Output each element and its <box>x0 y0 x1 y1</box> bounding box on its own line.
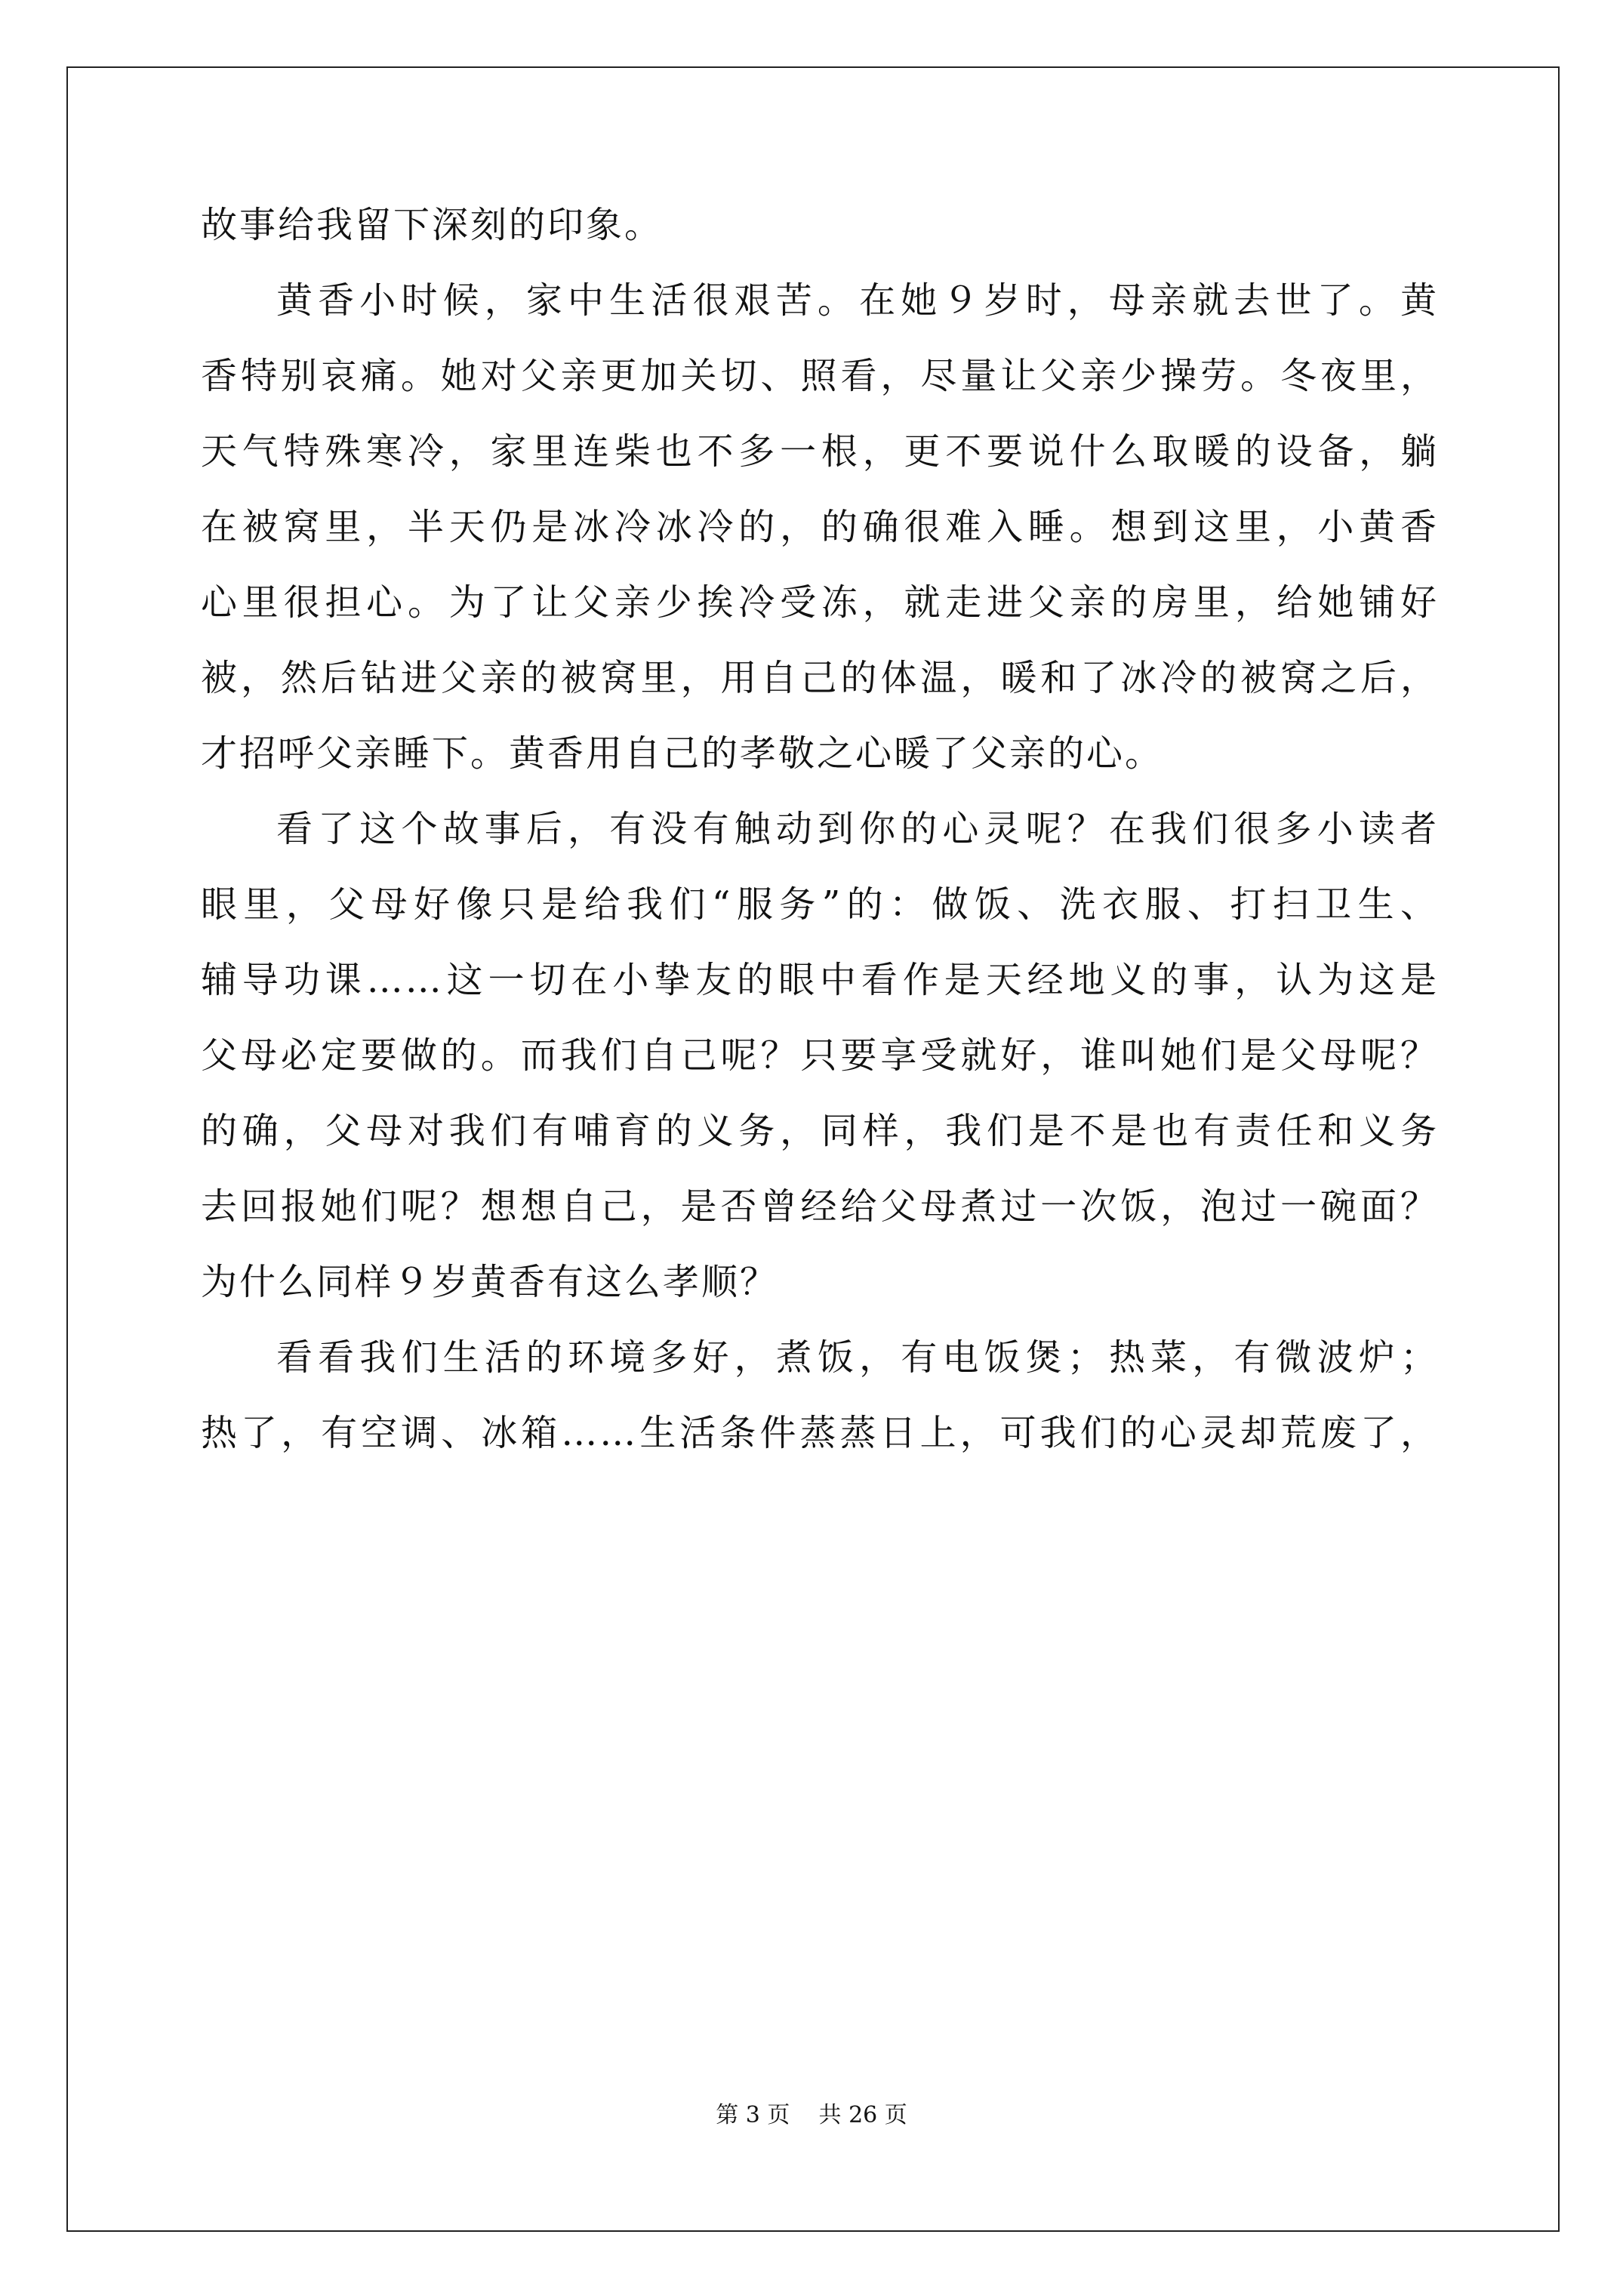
document-body <box>201 187 1439 1471</box>
text-line: 故事给我留下深刻的印象。 <box>201 204 664 246</box>
text-line: 才招呼父亲睡下。黄香用自己的孝敬之心暖了父亲的心。 <box>201 732 1164 775</box>
text-line: 的确，父母对我们有哺育的义务，同样，我们是不是也有责任和义务 <box>201 1110 1439 1152</box>
text-line: 天气特殊寒冷，家里连柴也不多一根，更不要说什么取暖的设备，躺 <box>201 430 1439 473</box>
text-line: 眼里，父母好像只是给我们“服务”的：做饭、洗衣服、打扫卫生、 <box>201 883 1439 926</box>
text-line: 去回报她们呢？想想自己，是否曾经给父母煮过一次饭，泡过一碗面？ <box>201 1185 1439 1228</box>
text-line: 香特别哀痛。她对父亲更加关切、照看，尽量让父亲少操劳。冬夜里， <box>201 355 1439 397</box>
text-line: 心里很担心。为了让父亲少挨冷受冻，就走进父亲的房里，给她铺好 <box>201 581 1439 624</box>
text-line: 被，然后钻进父亲的被窝里，用自己的体温，暖和了冰冷的被窝之后， <box>201 657 1439 699</box>
text-line: 在被窝里，半天仍是冰冷冰冷的，的确很难入睡。想到这里，小黄香 <box>201 506 1439 548</box>
text-line: 看看我们生活的环境多好，煮饭，有电饭煲；热菜，有微波炉； <box>276 1336 1439 1379</box>
page-footer <box>0 2100 1623 2131</box>
page-total: 共 26 页 <box>818 2102 907 2128</box>
text-line: 看了这个故事后，有没有触动到你的心灵呢？在我们很多小读者 <box>276 808 1439 850</box>
text-line: 黄香小时候，家中生活很艰苦。在她９岁时，母亲就去世了。黄 <box>276 279 1439 322</box>
text-line: 父母必定要做的。而我们自己呢？只要享受就好，谁叫她们是父母呢？ <box>201 1034 1439 1077</box>
text-line: 热了，有空调、冰箱……生活条件蒸蒸日上，可我们的心灵却荒废了， <box>201 1412 1439 1454</box>
text-line: 辅导功课……这一切在小挚友的眼中看作是天经地义的事，认为这是 <box>201 959 1439 1001</box>
text-line: 为什么同样９岁黄香有这么孝顺？ <box>201 1261 779 1303</box>
page-number: 第 3 页 <box>716 2102 790 2128</box>
